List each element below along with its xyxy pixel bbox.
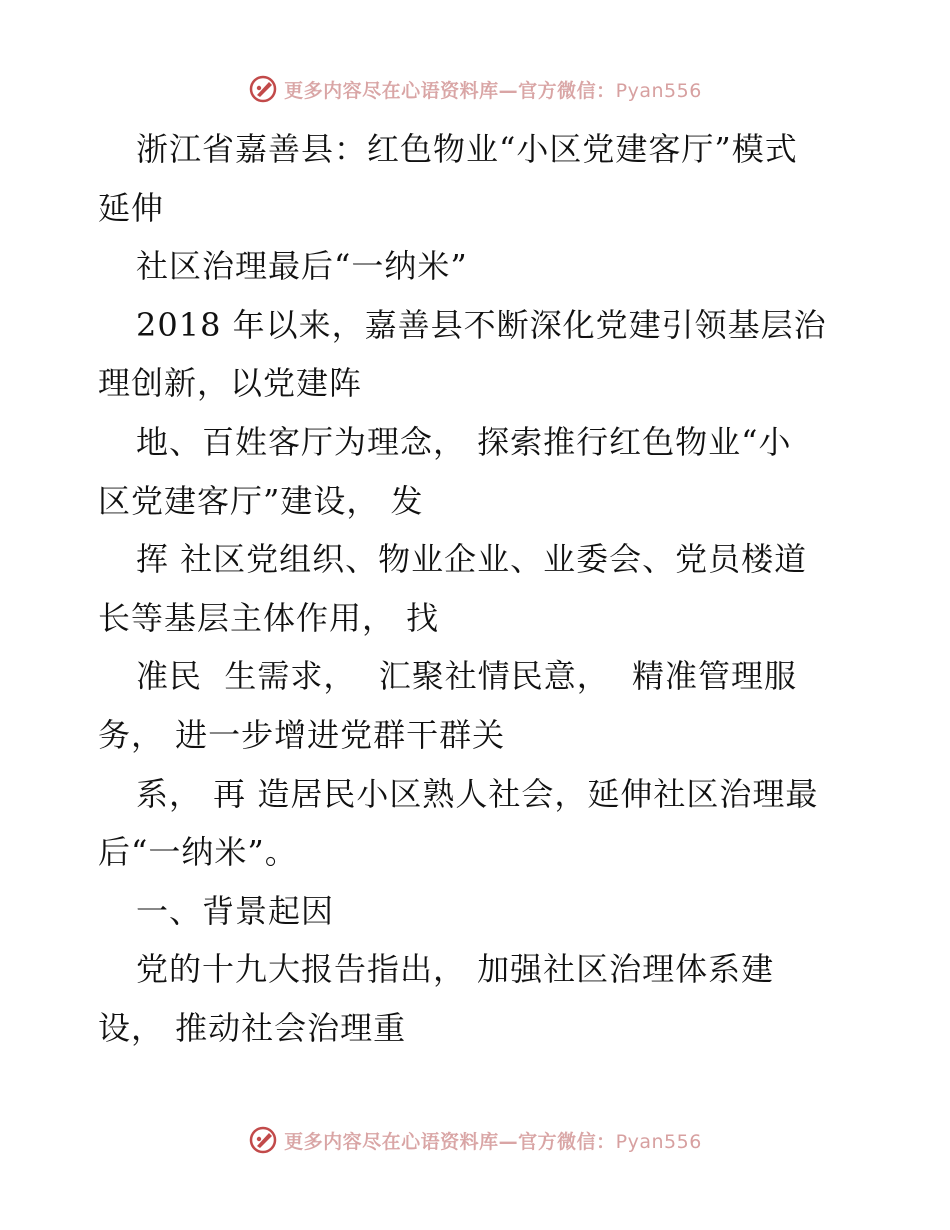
text-line: 社区治理最后“一纳米”	[136, 247, 468, 286]
text-line: 准民 生需求， 汇聚社情民意， 精准管理服	[136, 657, 798, 696]
footer-watermark	[0, 1123, 950, 1157]
text-line: 理创新，以党建阵	[98, 364, 363, 403]
text-line: 2018 年以来，嘉善县不断深化党建引领基层治	[136, 305, 827, 344]
text-line: 一、背景起因	[136, 891, 335, 930]
watermark-text: 更多内容尽在心语资料库—官方微信：Pyan556	[284, 79, 702, 102]
text-line: 系， 再 造居民小区熟人社会，延伸社区治理最	[136, 774, 819, 813]
text-line: 后“一纳米”。	[98, 833, 298, 872]
text-line: 党的十九大报告指出， 加强社区治理体系建	[136, 950, 775, 989]
text-line: 浙江省嘉善县：红色物业“小区党建客厅”模式	[136, 130, 798, 168]
text-line: 区党建客厅”建设， 发	[98, 481, 424, 520]
pen-logo-icon	[248, 1125, 278, 1155]
watermark-wechat-id: Pyan556	[615, 79, 702, 102]
pen-logo-icon	[248, 74, 278, 104]
text-line: 挥 社区党组织、物业企业、业委会、党员楼道	[136, 540, 808, 579]
text-line: 务， 进一步增进党群干群关	[98, 715, 506, 754]
watermark-text: 更多内容尽在心语资料库—官方微信：Pyan556	[284, 1130, 702, 1153]
header-watermark	[0, 72, 950, 106]
text-line: 长等基层主体作用， 找	[98, 598, 440, 637]
text-line: 设， 推动社会治理重	[98, 1008, 407, 1047]
document-body	[98, 120, 858, 1058]
text-line: 地、百姓客厅为理念， 探索推行红色物业“小	[136, 422, 792, 461]
watermark-wechat-id: Pyan556	[615, 1130, 702, 1153]
text-line: 延伸	[98, 188, 165, 227]
